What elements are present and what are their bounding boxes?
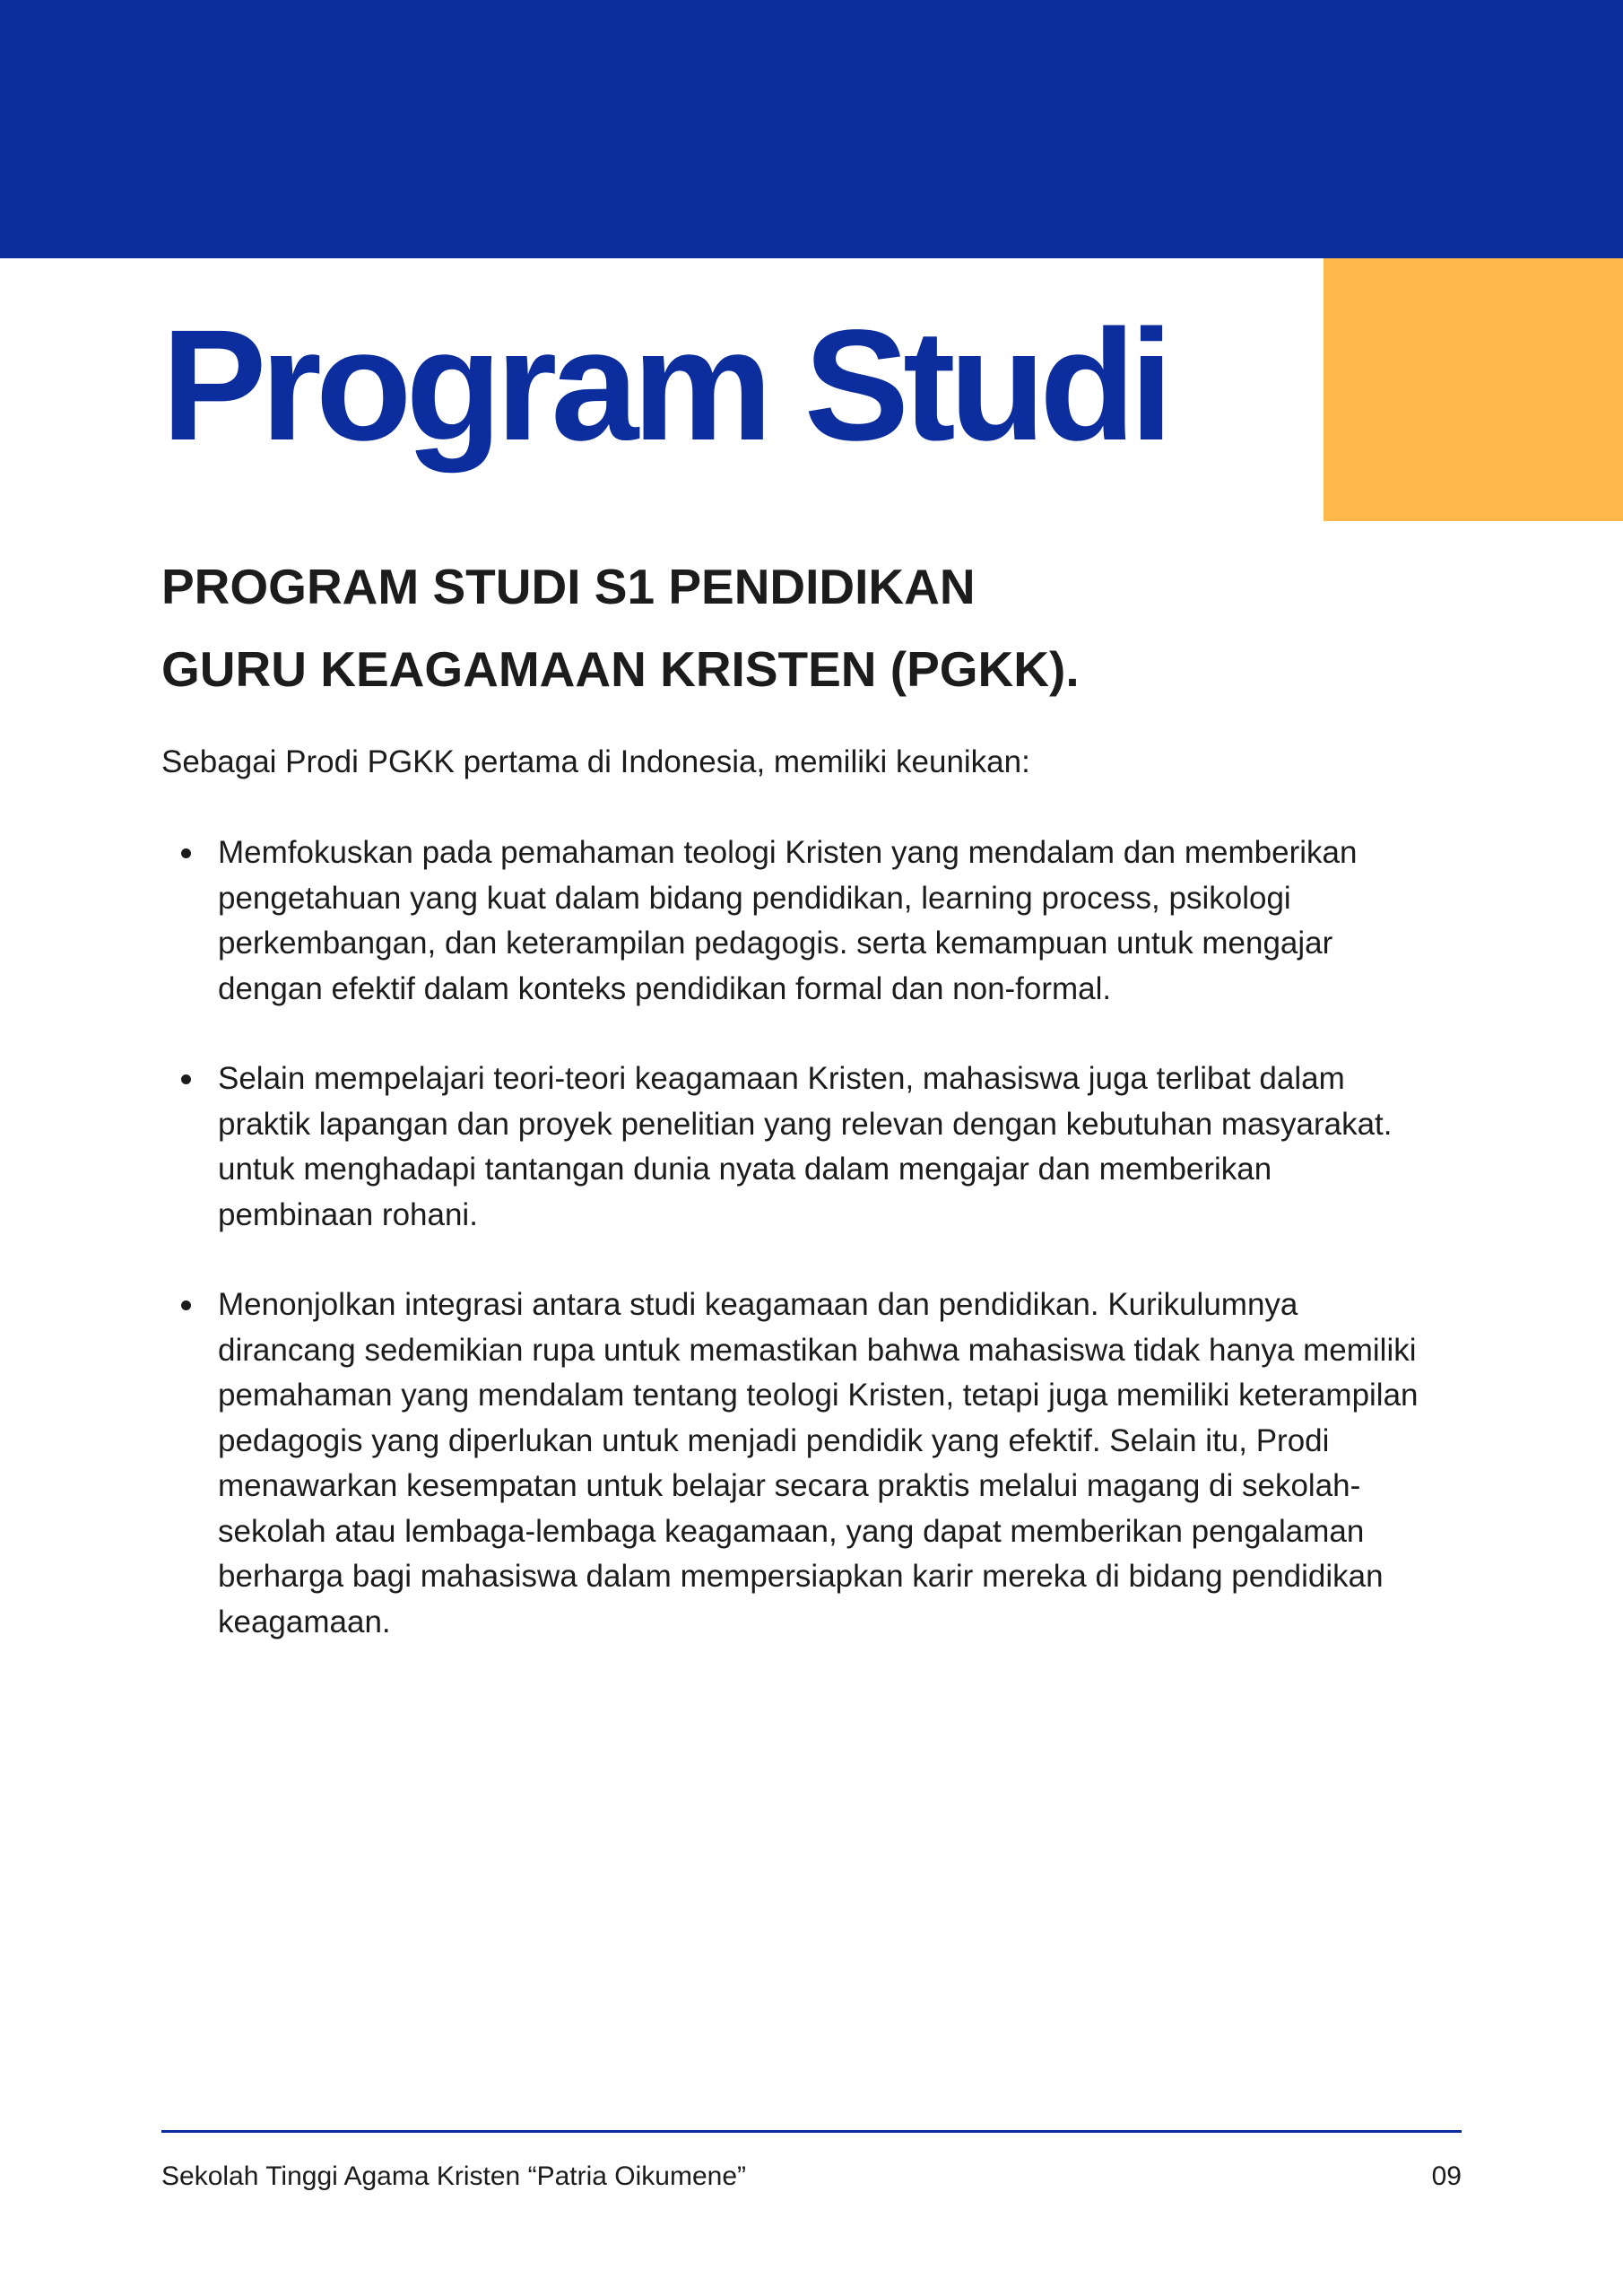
bullet-icon — [181, 848, 191, 858]
accent-block — [1324, 258, 1623, 521]
intro-text: Sebagai Prodi PGKK pertama di Indonesia, memiliki keunikan: — [161, 744, 1030, 779]
list-item — [161, 831, 1435, 1012]
page-title: Program Studi — [161, 298, 1167, 474]
subtitle-line-1: PROGRAM STUDI S1 PENDIDIKAN — [161, 559, 976, 614]
program-subtitle — [161, 545, 1282, 710]
bullet-icon — [181, 1074, 191, 1084]
uniqueness-list — [161, 831, 1435, 1690]
list-item-text: Menonjolkan integrasi antara studi keagamaan dan pendidikan. Kurikulumnya dirancang sedemikian rupa untuk memastikan bahwa mahasiswa tidak hanya memiliki pemahaman yang mendalam tentang teologi Kristen, tetapi juga memiliki keterampilan pedagogis yang diperlukan untuk menjadi pendidik yang efektif. Selain itu, Prodi menawarkan kesempatan untuk belajar secara praktis melalui magang di sekolah-sekolah atau lembaga-lembaga keagamaan, yang dapat memberikan pengalaman berharga bagi mahasiswa dalam mempersiapkan karir mereka di bidang pendidikan keagamaan. — [218, 1287, 1419, 1639]
subtitle-line-2: GURU KEAGAMAAN KRISTEN (PGKK). — [161, 641, 1080, 697]
list-item — [161, 1283, 1435, 1645]
footer-divider — [161, 2130, 1462, 2133]
list-item — [161, 1057, 1435, 1238]
list-item-text: Memfokuskan pada pemahaman teologi Kristen yang mendalam dan memberikan pengetahuan yang kuat dalam bidang pendidikan, learning process, psikologi perkembangan, dan keterampilan pedagogis. serta kemampuan untuk mengajar dengan efektif dalam konteks pendidikan formal dan non-formal. — [218, 835, 1358, 1006]
bullet-icon — [181, 1300, 191, 1310]
header-band — [0, 0, 1623, 258]
footer-institution: Sekolah Tinggi Agama Kristen “Patria Oikumene” — [161, 2161, 746, 2191]
page-number: 09 — [1431, 2161, 1462, 2191]
list-item-text: Selain mempelajari teori-teori keagamaan Kristen, mahasiswa juga terlibat dalam praktik lapangan dan proyek penelitian yang relevan dengan kebutuhan masyarakat. untuk menghadapi tantangan dunia nyata dalam mengajar dan memberikan pembinaan rohani. — [218, 1061, 1393, 1232]
